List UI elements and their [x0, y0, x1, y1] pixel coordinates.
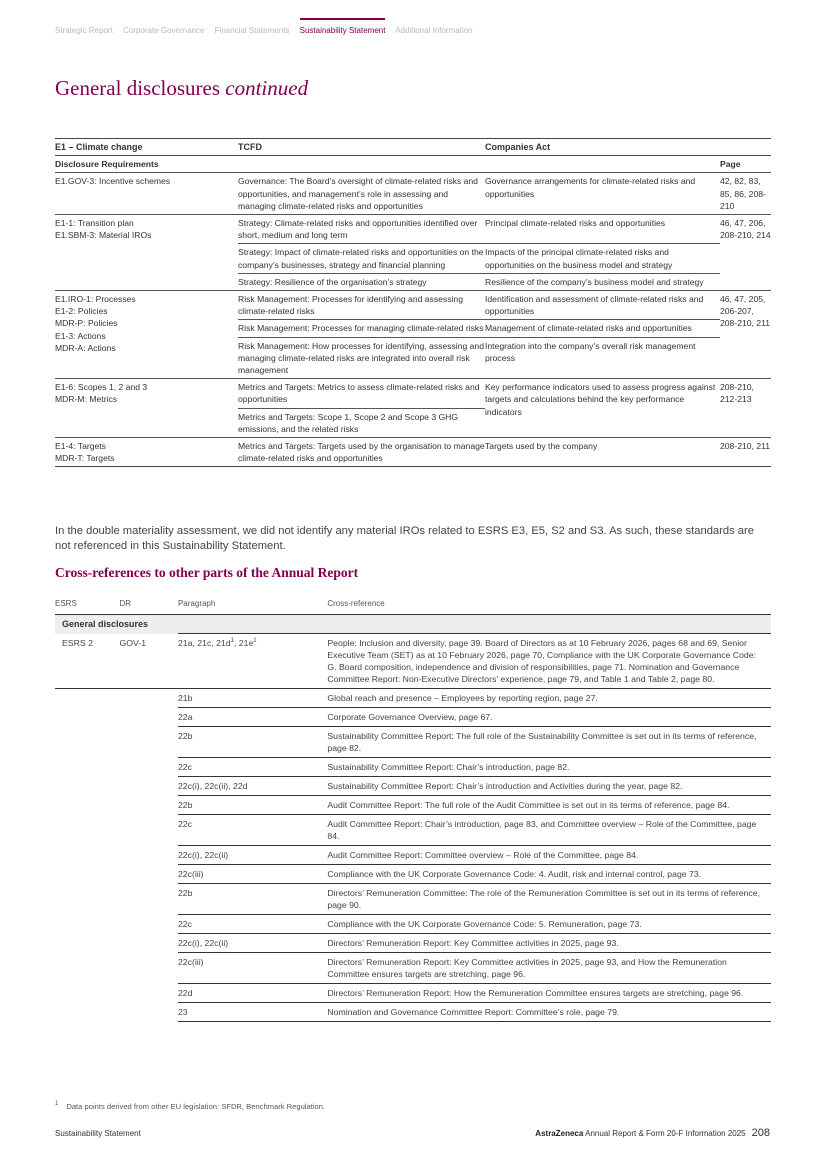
header-e1: E1 – Climate change [55, 139, 238, 156]
table-row [55, 758, 771, 777]
nav-sustainability-statement[interactable]: Sustainability Statement [299, 26, 386, 35]
dr-cell: E1.IRO-1: Processes E1-2: Policies MDR-P: Policies E1-3: Actions MDR-A: Actions [55, 291, 238, 379]
subheader-page: Page [720, 159, 741, 170]
paragraph-cell: 22d [178, 984, 327, 1003]
cross-reference-cell: Corporate Governance Overview, page 67. [327, 708, 771, 727]
table-row [55, 777, 771, 796]
cross-reference-cell: Directors’ Remuneration Report: Key Committee activities in 2025, page 93, and How the Remuneration Committee ensures targets are stretching, page 96. [327, 953, 771, 984]
paragraph-cell: 22c(i), 22c(ii) [178, 934, 327, 953]
esrs-cell-empty [55, 708, 120, 727]
table-row [55, 884, 771, 915]
table-row [55, 915, 771, 934]
table-row [55, 438, 771, 467]
table-row [55, 708, 771, 727]
paragraph-cell: 22b [178, 727, 327, 758]
dr-cell: E1-4: Targets MDR-T: Targets [55, 438, 238, 467]
esrs-cell-empty [55, 727, 120, 758]
col-cross-reference: Cross-reference [327, 595, 771, 615]
table-header-row [55, 139, 771, 156]
cross-reference-cell: Compliance with the UK Corporate Governance Code: 5. Remuneration, page 73. [327, 915, 771, 934]
cross-reference-cell: Audit Committee Report: The full role of the Audit Committee is set out in its terms of reference, page 84. [327, 796, 771, 815]
climate-disclosure-table [55, 138, 771, 467]
table-row [55, 379, 771, 408]
table-row [55, 846, 771, 865]
ca-cell: Integration into the company’s overall risk management process [485, 337, 720, 379]
footer-section-label: Sustainability Statement [55, 1129, 141, 1138]
ca-cell: Impacts of the principal climate-related risks and opportunities on the business model and strategy [485, 244, 720, 273]
dr-cell: E1-1: Transition plan E1.SBM-3: Material IROs [55, 215, 238, 291]
cross-reference-cell: Audit Committee Report: Committee overview – Role of the Committee, page 84. [327, 846, 771, 865]
cross-reference-cell: Sustainability Committee Report: Chair’s introduction and Activities during the year, page 82. [327, 777, 771, 796]
tcfd-cell: Metrics and Targets: Metrics to assess climate-related risks and opportunities [238, 379, 485, 408]
dr-cell-empty [120, 865, 178, 884]
dr-cell-empty [120, 796, 178, 815]
col-paragraph: Paragraph [178, 595, 327, 615]
tcfd-cell: Risk Management: How processes for identifying, assessing and managing climate-related risks are integrated into overall risk management [238, 337, 485, 379]
dr-cell-empty [120, 727, 178, 758]
page-cell: 208-210, 211 [720, 438, 771, 467]
tcfd-cell: Strategy: Impact of climate-related risks and opportunities on the company’s businesses, strategy and financial planning [238, 244, 485, 273]
esrs-cell-empty [55, 758, 120, 777]
table-row [55, 796, 771, 815]
esrs-cell-empty [55, 777, 120, 796]
table-row [55, 291, 771, 320]
footer-document-info [535, 1127, 770, 1139]
cross-reference-cell: Audit Committee Report: Chair’s introduction, page 83, and Committee overview – Role of the Committee, page 84. [327, 815, 771, 846]
ca-cell: Principal climate-related risks and opportunities [485, 215, 720, 244]
tcfd-cell: Governance: The Board’s oversight of climate-related risks and opportunities, and management’s role in assessing and managing climate-related risks and opportunities [238, 173, 485, 215]
dr-cell-empty [120, 689, 178, 708]
footer-doc-title: Annual Report & Form 20-F Information 2025 [583, 1129, 746, 1138]
esrs-cell-empty [55, 953, 120, 984]
col-esrs: ESRS [55, 595, 120, 615]
footnote-text: Data points derived from other EU legislation: SFDR, Benchmark Regulation. [66, 1102, 326, 1111]
page-title [55, 76, 308, 101]
paragraph-cell: 22c [178, 758, 327, 777]
esrs-cell: ESRS 2 [55, 634, 120, 689]
dr-cell-empty [120, 884, 178, 915]
cross-reference-cell: Sustainability Committee Report: Chair’s introduction, page 82. [327, 758, 771, 777]
table-row [55, 689, 771, 708]
dr-cell-empty [120, 758, 178, 777]
header-tcfd: TCFD [238, 139, 485, 156]
dr-cell-empty [120, 815, 178, 846]
dr-cell-empty [120, 1003, 178, 1022]
dr-cell: GOV-1 [120, 634, 178, 689]
ca-cell: Resilience of the company’s business model and strategy [485, 273, 720, 290]
dr-cell-empty [120, 934, 178, 953]
tcfd-cell: Risk Management: Processes for identifying and assessing climate-related risks [238, 291, 485, 320]
cross-reference-cell: People: Inclusion and diversity, page 39. Board of Directors as at 10 February 2026, pages 68 and 69, Senior Executive Team (SET) as at 10 February 2026, page 70, Compliance with the UK Corporate Governance Code: G. Board composition, independence and division of responsibilities, page 71. Nomination and Governance Committee Report: Non-Executive Directors’ experience, page 79, and Table 1 and Table 2, page 80. [327, 634, 771, 689]
paragraph-cell: 22c(iii) [178, 865, 327, 884]
dr-cell-empty [120, 984, 178, 1003]
top-navigation [55, 26, 481, 35]
section-general-disclosures: General disclosures [55, 615, 771, 634]
table-row [55, 953, 771, 984]
cross-reference-cell: Directors’ Remuneration Committee: The role of the Remuneration Committee is set out in its terms of reference, page 90. [327, 884, 771, 915]
table-subheader-row [55, 156, 771, 173]
cross-reference-heading: Cross-references to other parts of the Annual Report [55, 565, 359, 580]
col-dr: DR [120, 595, 178, 615]
paragraph-cell: 22a [178, 708, 327, 727]
nav-corporate-governance[interactable]: Corporate Governance [123, 26, 205, 35]
cross-reference-cell: Global reach and presence – Employees by reporting region, page 27. [327, 689, 771, 708]
dr-cell-empty [120, 708, 178, 727]
table-row [55, 1003, 771, 1022]
page-title-main: General disclosures [55, 76, 221, 100]
table-row [55, 634, 771, 689]
page-cell: 42, 82, 83, 85, 86, 208-210 [720, 173, 771, 215]
paragraph-cell: 22c [178, 915, 327, 934]
esrs-cell-empty [55, 915, 120, 934]
cross-reference-cell: Compliance with the UK Corporate Governance Code: 4. Audit, risk and internal control, page 73. [327, 865, 771, 884]
tcfd-cell: Metrics and Targets: Targets used by the organisation to manage climate-related risks and opportunities [238, 438, 485, 467]
cross-reference-cell: Directors’ Remuneration Report: Key Committee activities in 2025, page 93. [327, 934, 771, 953]
page-cell: 208-210, 212-213 [720, 379, 771, 438]
page-cell: 46, 47, 205, 206-207, 208-210, 211 [720, 291, 771, 379]
nav-strategic-report[interactable]: Strategic Report [55, 26, 113, 35]
table-row [55, 815, 771, 846]
footnote-mark: 1 [55, 1101, 59, 1108]
paragraph-cell: 22b [178, 884, 327, 915]
esrs-cell-empty [55, 934, 120, 953]
esrs-cell-empty [55, 815, 120, 846]
esrs-cell-empty [55, 689, 120, 708]
paragraph-cell: 22c(i), 22c(ii), 22d [178, 777, 327, 796]
esrs-cell-empty [55, 984, 120, 1003]
tcfd-cell: Risk Management: Processes for managing climate-related risks [238, 320, 485, 337]
ca-cell: Management of climate-related risks and opportunities [485, 320, 720, 337]
tcfd-cell: Strategy: Climate-related risks and opportunities identified over short, medium and long term [238, 215, 485, 244]
cross-reference-cell: Directors’ Remuneration Report: How the Remuneration Committee ensures targets are stretching, page 96. [327, 984, 771, 1003]
dr-cell-empty [120, 846, 178, 865]
cross-reference-header-row [55, 595, 771, 615]
esrs-cell-empty [55, 865, 120, 884]
header-blank [720, 139, 771, 156]
nav-additional-information[interactable]: Additional Information [395, 26, 473, 35]
esrs-cell-empty [55, 884, 120, 915]
paragraph-cell: 21a, 21c, $21d^1$, $21e^1$ [178, 634, 327, 689]
footer-brand: AstraZeneca [535, 1129, 584, 1138]
table-row [55, 865, 771, 884]
tcfd-cell: Strategy: Resilience of the organisation’s strategy [238, 273, 485, 290]
header-companies-act: Companies Act [485, 139, 720, 156]
paragraph-cell: 23 [178, 1003, 327, 1022]
paragraph-cell: 22c(i), 22c(ii) [178, 846, 327, 865]
footnote [55, 1102, 325, 1111]
esrs-cell-empty [55, 846, 120, 865]
cross-reference-table [55, 595, 771, 1022]
dr-cell-empty [120, 953, 178, 984]
nav-financial-statements[interactable]: Financial Statements [214, 26, 290, 35]
tcfd-cell: Metrics and Targets: Scope 1, Scope 2 and Scope 3 GHG emissions, and the related risks [238, 408, 485, 437]
ca-cell: Targets used by the company [485, 438, 720, 467]
page-number: 208 [751, 1127, 770, 1139]
ca-cell: Governance arrangements for climate-related risks and opportunities [485, 173, 720, 215]
dr-cell: E1-6: Scopes 1, 2 and 3 MDR-M: Metrics [55, 379, 238, 438]
table-row [55, 173, 771, 215]
page-cell: 46, 47, 206, 208-210, 214 [720, 215, 771, 291]
table-row [55, 984, 771, 1003]
dr-cell-empty [120, 777, 178, 796]
materiality-paragraph: In the double materiality assessment, we did not identify any material IROs related to ESRS E3, E5, S2 and S3. As such, these standards are not referenced in this Sustainability Statement. [55, 525, 754, 552]
table-row [55, 215, 771, 244]
ca-cell: Identification and assessment of climate-related risks and opportunities [485, 291, 720, 320]
dr-cell-empty [120, 915, 178, 934]
cross-reference-cell: Sustainability Committee Report: The full role of the Sustainability Committee is set out in its terms of reference, page 82. [327, 727, 771, 758]
dr-cell: E1.GOV-3: Incentive schemes [55, 173, 238, 215]
table-row [55, 934, 771, 953]
paragraph-cell: 22b [178, 796, 327, 815]
section-row [55, 615, 771, 634]
subheader-disclosure: Disclosure Requirements [55, 159, 159, 170]
esrs-cell-empty [55, 796, 120, 815]
esrs-cell-empty [55, 1003, 120, 1022]
paragraph-cell: 22c(iii) [178, 953, 327, 984]
table-row [55, 727, 771, 758]
cross-reference-cell: Nomination and Governance Committee Report: Committee’s role, page 79. [327, 1003, 771, 1022]
ca-cell: Key performance indicators used to assess progress against targets and calculations behind the key performance indicators [485, 379, 720, 438]
paragraph-cell: 22c [178, 815, 327, 846]
page-title-italic: continued [225, 76, 309, 100]
paragraph-cell: 21b [178, 689, 327, 708]
